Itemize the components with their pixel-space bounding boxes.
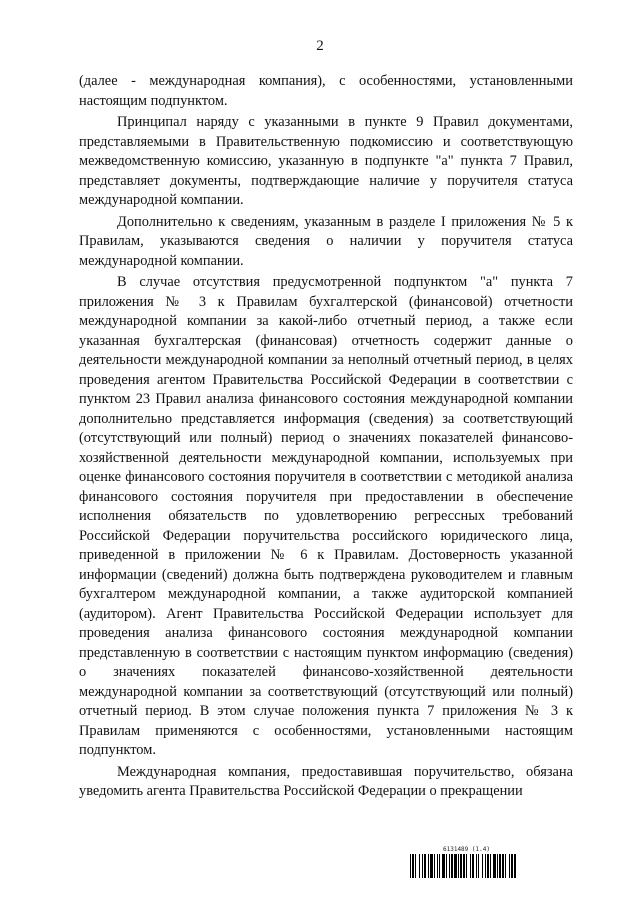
barcode-bar bbox=[485, 854, 486, 878]
barcode-bar bbox=[487, 854, 489, 878]
paragraph-4: В случае отсутствия предусмотренной подпунктом "а" пункта 7 приложения № 3 к Правилам бухгалтерской (финансовой) отчетности международной компании за какой-либо отчетный период, а также если указанная бухгалтерская (финансовая) отчетность содержит данные о деятельности международной компании за неполный отчетный период, в целях проведения агентом Правительства Российской Федерации в соответствии с пунктом 23 Правил анализа финансового состояния международной компании дополнительно представляется информация (сведения) за соответствующий (отсутствующий или полный) период о значениях показателей финансово-хозяйственной деятельности международной компании, используемых при оценке финансового состояния поручителя в соответствии с методикой анализа финансового состояния поручителя при предоставлении в обеспечение исполнения обязательств по удовлетворению регрессных требований Российской Федерации поручительства российского юридического лица, приведенной в приложении № 6 к Правилам. Достоверность указанной информации (сведений) должна быть подтверждена руководителем и главным бухгалтером международной компании, а также аудиторской компанией (аудитором). Агент Правительства Российской Федерации использует для проведения анализа финансового состояния международной компании представленную в соответствии с настоящим пунктом информацию (сведения) о значениях показателей финансово-хозяйственной деятельности международной компании за соответствующий (отсутствующий или полный) отчетный период. В этом случае положения пункта 7 приложения № 3 к Правилам применяются с особенностями, установленными настоящим подпунктом. bbox=[79, 274, 573, 758]
paragraph-3: Дополнительно к сведениям, указанным в разделе I приложения № 5 к Правилам, указываются сведения о наличии у поручителя статуса международной компании. bbox=[79, 213, 573, 269]
barcode-bar bbox=[449, 854, 450, 878]
barcode-bar bbox=[412, 854, 414, 878]
barcode-bar bbox=[419, 854, 420, 878]
barcode-bar bbox=[497, 854, 498, 878]
barcode-bar bbox=[442, 854, 445, 878]
document-body bbox=[79, 72, 573, 802]
barcode-bar bbox=[458, 854, 459, 878]
barcode-bar bbox=[505, 854, 506, 878]
barcode-bar bbox=[476, 854, 477, 878]
barcode-bar bbox=[466, 854, 467, 878]
barcode-bar bbox=[454, 854, 457, 878]
barcode-icon bbox=[410, 854, 572, 878]
paragraph-1: (далее - международная компания), с особенностями, установленными настоящим подпунктом. bbox=[79, 73, 573, 109]
barcode-bar bbox=[463, 854, 465, 878]
barcode-bar bbox=[478, 854, 479, 878]
barcode-bar bbox=[514, 854, 516, 878]
paragraph-5: Международная компания, предоставившая поручительство, обязана уведомить агента Правительства Российской Федерации о прекращении bbox=[79, 763, 573, 799]
page-number: 2 bbox=[316, 38, 324, 54]
barcode-bar bbox=[460, 854, 462, 878]
barcode-bar bbox=[434, 854, 435, 878]
barcode-bar bbox=[470, 854, 471, 878]
barcode-bar bbox=[509, 854, 510, 878]
barcode-bar bbox=[437, 854, 438, 878]
barcode-bar bbox=[424, 854, 426, 878]
barcode-bar bbox=[511, 854, 513, 878]
barcode-bar bbox=[482, 854, 483, 878]
barcode-bar bbox=[451, 854, 453, 878]
paragraph-2: Принципал наряду с указанными в пункте 9 Правил документами, представляемыми в Правительственную подкомиссию и соответствующую межведомственную комиссию, указанную в подпункте "а" пункта 7 Правил, представляет документы, подтверждающие наличие у поручителя статуса международной компании. bbox=[79, 114, 573, 208]
document-barcode bbox=[410, 846, 572, 878]
barcode-bar bbox=[415, 854, 416, 878]
barcode-bar bbox=[472, 854, 474, 878]
barcode-bar bbox=[493, 854, 496, 878]
barcode-bar bbox=[430, 854, 433, 878]
barcode-bar bbox=[502, 854, 504, 878]
barcode-bar bbox=[490, 854, 491, 878]
barcode-bar bbox=[422, 854, 423, 878]
barcode-bar bbox=[428, 854, 429, 878]
barcode-bar bbox=[499, 854, 501, 878]
barcode-bar bbox=[439, 854, 440, 878]
barcode-bar bbox=[446, 854, 447, 878]
barcode-bar bbox=[410, 854, 411, 878]
barcode-caption: 6131489 (1.4) bbox=[443, 846, 490, 853]
